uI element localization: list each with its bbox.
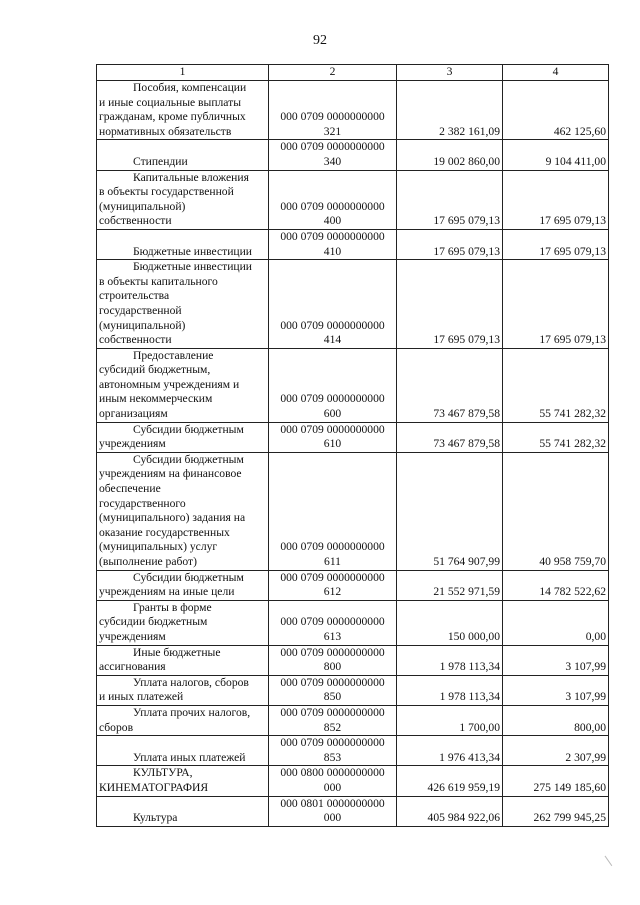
row-name-line: (муниципальной): [99, 318, 186, 332]
row-code-line: 321: [323, 124, 342, 138]
row-code-cell: [269, 705, 397, 735]
row-name-line: (выполнение работ): [99, 555, 197, 568]
row-value-col3: 51 764 907,99: [397, 452, 503, 570]
row-name-line: Бюджетные инвестиции: [133, 244, 253, 258]
row-value-col3: 73 467 879,58: [397, 348, 503, 422]
row-name-line: оказание государственных: [99, 525, 230, 539]
column-header: 2: [269, 65, 397, 81]
row-code-line: 340: [323, 154, 342, 168]
row-code-line: 612: [323, 585, 342, 599]
row-name-line: сборов: [99, 720, 134, 734]
row-name-line: учреждениям на иные цели: [99, 585, 235, 599]
row-name-line: Бюджетные инвестиции: [133, 260, 253, 274]
row-name-line: ассигнования: [99, 660, 166, 674]
row-code-line: 000: [323, 780, 342, 794]
row-code-line: 000 0709 0000000000: [280, 570, 385, 584]
row-name-line: организациям: [99, 407, 168, 421]
row-value-col4: 0,00: [503, 600, 609, 645]
row-value-col3: 17 695 079,13: [397, 229, 503, 259]
row-value-col3: 150 000,00: [397, 600, 503, 645]
row-name-line: Пособия, компенсации: [133, 81, 247, 94]
row-name-line: собственности: [99, 214, 172, 228]
row-name-line: Культура: [133, 811, 178, 825]
row-name-cell: [97, 600, 269, 645]
row-value-col4: 3 107,99: [503, 645, 609, 675]
row-code-line: 000: [323, 811, 342, 825]
row-code-line: 414: [323, 333, 342, 347]
scan-artifact: [605, 850, 621, 866]
row-name-line: субсидии бюджетным: [99, 615, 208, 629]
row-code-line: 000 0801 0000000000: [280, 796, 385, 810]
row-value-col4: 3 107,99: [503, 675, 609, 705]
row-code-line: 000 0709 0000000000: [280, 392, 385, 406]
row-code-line: 000 0709 0000000000: [280, 615, 385, 629]
row-value-col4: 14 782 522,62: [503, 570, 609, 600]
row-name-line: нормативных обязательств: [99, 124, 232, 138]
row-name-line: государственного: [99, 496, 186, 510]
row-code-cell: [269, 452, 397, 570]
row-name-cell: [97, 570, 269, 600]
row-name-line: (муниципальной): [99, 199, 186, 213]
row-name-line: в объекты государственной: [99, 185, 234, 199]
row-name-cell: [97, 645, 269, 675]
row-name-cell: [97, 140, 269, 170]
row-code-line: 000 0709 0000000000: [280, 318, 385, 332]
row-value-col4: 800,00: [503, 705, 609, 735]
table-row: [97, 705, 609, 735]
table-row: [97, 600, 609, 645]
row-code-cell: [269, 570, 397, 600]
column-header: 3: [397, 65, 503, 81]
row-name-line: Уплата иных платежей: [133, 750, 246, 764]
row-code-cell: [269, 422, 397, 452]
row-name-cell: [97, 452, 269, 570]
row-name-cell: [97, 260, 269, 349]
row-code-line: 000 0709 0000000000: [280, 422, 385, 436]
row-name-cell: [97, 705, 269, 735]
row-name-line: автономным учреждениям и: [99, 377, 240, 391]
row-code-line: 852: [323, 720, 342, 734]
row-code-cell: [269, 766, 397, 796]
row-code-line: 000 0709 0000000000: [280, 645, 385, 659]
row-name-line: КИНЕМАТОГРАФИЯ: [99, 780, 209, 794]
row-code-line: 400: [323, 214, 342, 228]
row-value-col3: 21 552 971,59: [397, 570, 503, 600]
row-name-cell: [97, 229, 269, 259]
row-value-col3: 1 700,00: [397, 705, 503, 735]
row-name-line: и иных платежей: [99, 690, 184, 704]
row-name-line: Гранты в форме: [133, 600, 212, 614]
table-row: [97, 645, 609, 675]
row-name-cell: [97, 766, 269, 796]
row-code-cell: [269, 170, 397, 229]
row-code-cell: [269, 600, 397, 645]
row-name-cell: [97, 796, 269, 826]
row-name-line: государственной: [99, 303, 182, 317]
row-value-col4: 17 695 079,13: [503, 229, 609, 259]
table-row: [97, 140, 609, 170]
row-name-line: учреждениям на финансовое: [99, 467, 242, 481]
row-name-line: гражданам, кроме публичных: [99, 110, 246, 124]
table-row: [97, 452, 609, 570]
row-name-line: учреждениям: [99, 437, 166, 451]
row-name-line: Иные бюджетные: [133, 645, 221, 659]
row-name-line: обеспечение: [99, 482, 161, 496]
row-name-cell: [97, 81, 269, 140]
row-value-col4: 275 149 185,60: [503, 766, 609, 796]
row-name-cell: [97, 736, 269, 766]
row-name-line: Субсидии бюджетным: [133, 452, 244, 466]
table-row: [97, 796, 609, 826]
row-code-cell: [269, 796, 397, 826]
row-name-line: собственности: [99, 333, 172, 347]
row-value-col3: 1 978 113,34: [397, 645, 503, 675]
row-code-line: 600: [323, 407, 342, 421]
row-code-cell: [269, 645, 397, 675]
row-code-line: 850: [323, 690, 342, 704]
row-name-cell: [97, 422, 269, 452]
row-code-cell: [269, 348, 397, 422]
table-row: [97, 81, 609, 140]
row-value-col4: 17 695 079,13: [503, 170, 609, 229]
row-name-line: иным некоммерческим: [99, 392, 213, 406]
budget-table: [96, 64, 609, 827]
row-code-line: 000 0709 0000000000: [280, 736, 385, 750]
row-name-line: в объекты капитального: [99, 274, 218, 288]
row-value-col4: 9 104 411,00: [503, 140, 609, 170]
row-value-col4: 55 741 282,32: [503, 348, 609, 422]
row-value-col3: 1 978 113,34: [397, 675, 503, 705]
row-name-line: Субсидии бюджетным: [133, 570, 244, 584]
row-value-col3: 405 984 922,06: [397, 796, 503, 826]
table-header-row: [97, 65, 609, 81]
table-row: [97, 348, 609, 422]
row-value-col4: 462 125,60: [503, 81, 609, 140]
row-value-col3: 19 002 860,00: [397, 140, 503, 170]
table-row: [97, 675, 609, 705]
row-value-col3: 2 382 161,09: [397, 81, 503, 140]
row-name-line: и иные социальные выплаты: [99, 95, 242, 109]
row-name-line: Уплата налогов, сборов: [133, 675, 249, 689]
row-code-line: 000 0709 0000000000: [280, 705, 385, 719]
column-header: 4: [503, 65, 609, 81]
row-code-line: 410: [323, 244, 342, 258]
table-row: [97, 736, 609, 766]
page-number: 92: [313, 33, 327, 48]
row-code-line: 000 0709 0000000000: [280, 675, 385, 689]
row-code-cell: [269, 140, 397, 170]
row-code-line: 000 0709 0000000000: [280, 199, 385, 213]
row-code-line: 800: [323, 660, 342, 674]
row-name-line: (муниципального) задания на: [99, 511, 246, 525]
row-code-cell: [269, 260, 397, 349]
row-value-col4: 262 799 945,25: [503, 796, 609, 826]
row-code-line: 000 0709 0000000000: [280, 110, 385, 124]
row-code-line: 000 0709 0000000000: [280, 140, 385, 154]
row-value-col3: 73 467 879,58: [397, 422, 503, 452]
row-value-col3: 17 695 079,13: [397, 260, 503, 349]
table-row: [97, 229, 609, 259]
row-name-line: Капитальные вложения: [133, 170, 249, 184]
row-code-line: 613: [323, 629, 342, 643]
row-code-line: 000 0709 0000000000: [280, 229, 385, 243]
table-row: [97, 422, 609, 452]
row-code-cell: [269, 81, 397, 140]
row-name-line: субсидий бюджетным,: [99, 363, 211, 377]
row-name-line: Предоставление: [133, 348, 214, 362]
column-header: 1: [97, 65, 269, 81]
table-row: [97, 260, 609, 349]
table-row: [97, 766, 609, 796]
row-code-cell: [269, 736, 397, 766]
row-name-cell: [97, 348, 269, 422]
row-value-col3: 426 619 959,19: [397, 766, 503, 796]
row-code-line: 853: [323, 750, 342, 764]
row-value-col3: 17 695 079,13: [397, 170, 503, 229]
row-name-line: КУЛЬТУРА,: [133, 766, 193, 780]
row-value-col4: 2 307,99: [503, 736, 609, 766]
row-code-cell: [269, 675, 397, 705]
row-code-cell: [269, 229, 397, 259]
row-name-line: Субсидии бюджетным: [133, 422, 244, 436]
row-value-col4: 40 958 759,70: [503, 452, 609, 570]
row-name-cell: [97, 675, 269, 705]
row-name-line: учреждениям: [99, 629, 166, 643]
row-name-line: (муниципальных) услуг: [99, 540, 218, 554]
row-code-line: 000 0709 0000000000: [280, 540, 385, 554]
table-row: [97, 170, 609, 229]
row-value-col3: 1 976 413,34: [397, 736, 503, 766]
row-name-cell: [97, 170, 269, 229]
row-code-line: 610: [323, 437, 342, 451]
row-code-line: 000 0800 0000000000: [280, 766, 385, 780]
row-code-line: 611: [324, 555, 341, 568]
row-name-line: строительства: [99, 289, 170, 303]
table-row: [97, 570, 609, 600]
row-name-line: Стипендии: [133, 154, 188, 168]
row-value-col4: 55 741 282,32: [503, 422, 609, 452]
row-name-line: Уплата прочих налогов,: [133, 705, 251, 719]
row-value-col4: 17 695 079,13: [503, 260, 609, 349]
